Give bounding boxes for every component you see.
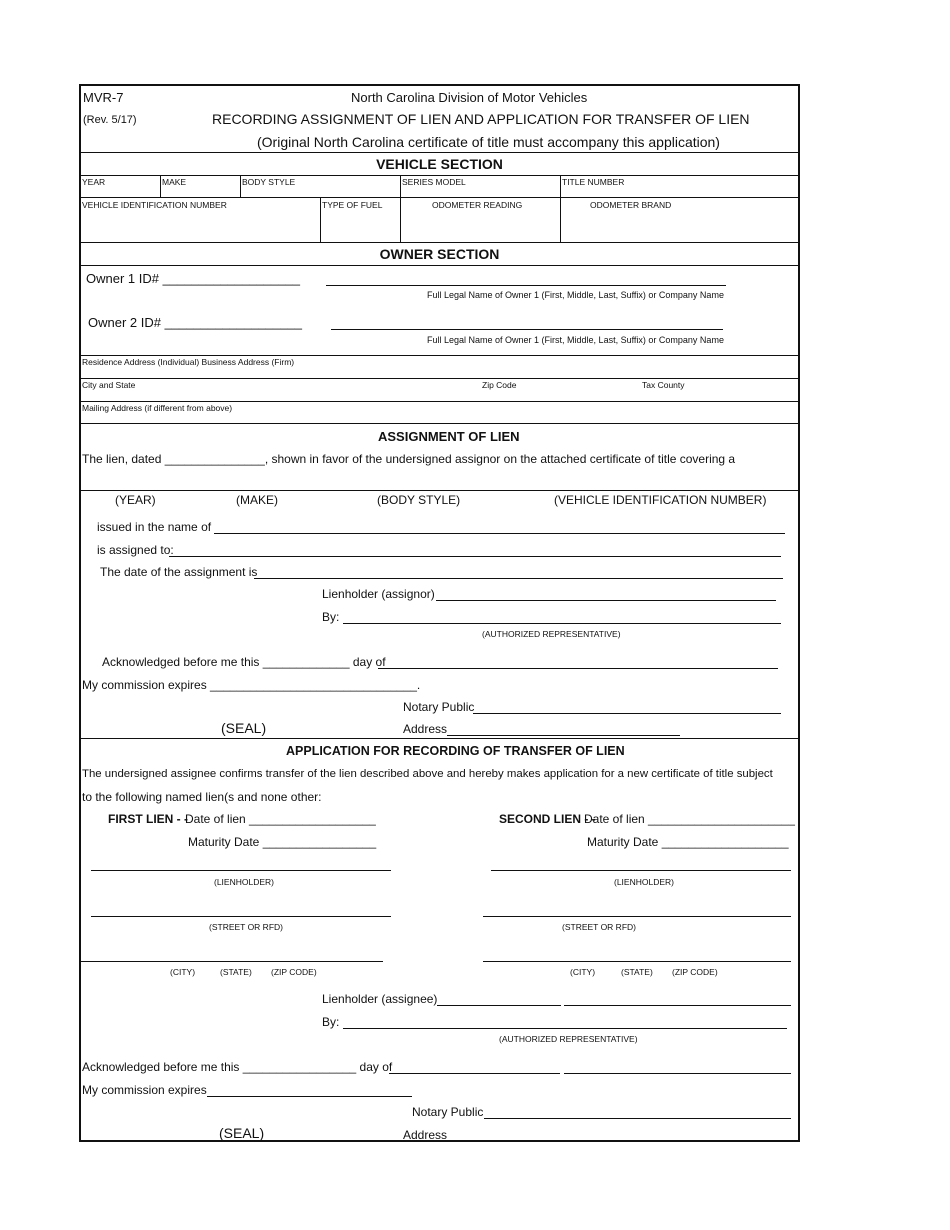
application-heading: APPLICATION FOR RECORDING OF TRANSFER OF LIEN xyxy=(286,744,625,758)
by-label: By: xyxy=(322,610,340,624)
mvr7-form xyxy=(79,84,800,1142)
assignee-ack-month-field[interactable] xyxy=(564,1073,791,1074)
owner2-name-field[interactable] xyxy=(331,329,723,330)
owner1-caption: Full Legal Name of Owner 1 (First, Middle, Last, Suffix) or Company Name xyxy=(427,290,724,300)
first-lienholder-caption: (LIENHOLDER) xyxy=(214,877,274,887)
first-lien-date-field[interactable]: Date of lien ___________________ xyxy=(185,812,376,826)
first-city-caption: (CITY) xyxy=(170,967,196,977)
second-lien-date-field[interactable]: Date of lien ______________________ xyxy=(584,812,795,826)
assignee-notary-field[interactable] xyxy=(484,1118,791,1119)
assignment-date-field[interactable] xyxy=(254,578,783,579)
second-state-caption: (STATE) xyxy=(621,967,653,977)
mailing-address-field[interactable]: Mailing Address (if different from above) xyxy=(82,403,233,413)
odometer-reading-field[interactable]: ODOMETER READING xyxy=(432,200,523,210)
first-state-caption: (STATE) xyxy=(220,967,252,977)
assignee-notary-label: Notary Public xyxy=(412,1105,484,1119)
lienholder-assignee-field[interactable] xyxy=(437,1005,561,1006)
agency-name: North Carolina Division of Motor Vehicles xyxy=(351,90,588,105)
assignee-by-field[interactable] xyxy=(343,1028,787,1029)
first-lien-label: FIRST LIEN - - xyxy=(108,812,188,826)
year-label: (YEAR) xyxy=(115,493,156,507)
city-state-field[interactable]: City and State xyxy=(82,380,136,390)
second-city-caption: (CITY) xyxy=(570,967,596,977)
second-zip-caption: (ZIP CODE) xyxy=(672,967,718,977)
assignee-by-label: By: xyxy=(322,1015,340,1029)
second-lien-label: SECOND LIEN - - xyxy=(499,812,596,826)
second-street-caption: (STREET OR RFD) xyxy=(562,922,636,932)
revision: (Rev. 5/17) xyxy=(83,114,137,126)
second-lienholder-caption: (LIENHOLDER) xyxy=(614,877,674,887)
assignee-seal-label: (SEAL) xyxy=(219,1125,265,1141)
notary-address-field[interactable] xyxy=(447,735,680,736)
issued-name-field[interactable] xyxy=(214,533,785,534)
auth-rep-caption: (AUTHORIZED REPRESENTATIVE) xyxy=(482,629,621,639)
assignee-commission-label: My commission expires xyxy=(82,1083,207,1097)
assignment-date-label: The date of the assignment is xyxy=(100,565,258,579)
by-field[interactable] xyxy=(343,623,781,624)
residence-address-field[interactable]: Residence Address (Individual) Business Address (Firm) xyxy=(82,357,295,367)
form-subtitle: (Original North Carolina certificate of title must accompany this application) xyxy=(257,134,720,150)
notary-public-field[interactable] xyxy=(473,713,781,714)
assignee-acknowledged-label: Acknowledged before me this _________________ day of xyxy=(82,1060,393,1074)
acknowledged-label: Acknowledged before me this _____________ day of xyxy=(102,655,386,669)
owner2-id-field[interactable]: Owner 2 ID# ___________________ xyxy=(88,315,302,330)
vehicle-section-heading: VEHICLE SECTION xyxy=(376,156,503,172)
second-city-field[interactable] xyxy=(483,961,791,962)
first-street-caption: (STREET OR RFD) xyxy=(209,922,283,932)
notary-public-label: Notary Public xyxy=(403,700,475,714)
assignee-address-field[interactable] xyxy=(448,1141,781,1142)
first-lienholder-field[interactable] xyxy=(91,870,391,871)
assignee-address-label: Address xyxy=(403,1128,448,1142)
form-title: RECORDING ASSIGNMENT OF LIEN AND APPLICATION FOR TRANSFER OF LIEN xyxy=(212,111,750,127)
lienholder-assignee-label: Lienholder (assignee) xyxy=(322,992,438,1006)
assigned-to-label: is assigned to: xyxy=(97,543,174,557)
form-number: MVR-7 xyxy=(83,90,124,105)
owner1-name-field[interactable] xyxy=(326,285,726,286)
owner2-caption: Full Legal Name of Owner 1 (First, Middle, Last, Suffix) or Company Name xyxy=(427,335,724,345)
fuel-type-field[interactable]: TYPE OF FUEL xyxy=(322,200,383,210)
second-lienholder-field[interactable] xyxy=(491,870,791,871)
title-number-field[interactable]: TITLE NUMBER xyxy=(562,177,625,187)
make-label: (MAKE) xyxy=(236,493,278,507)
assigned-to-field[interactable] xyxy=(169,556,781,557)
second-street-field[interactable] xyxy=(483,916,791,917)
assignee-auth-rep-caption: (AUTHORIZED REPRESENTATIVE) xyxy=(499,1034,638,1044)
acknowledged-date-field[interactable] xyxy=(378,668,778,669)
assignment-heading: ASSIGNMENT OF LIEN xyxy=(378,429,520,444)
body-style-label: (BODY STYLE) xyxy=(377,493,461,507)
vin-label: (VEHICLE IDENTIFICATION NUMBER) xyxy=(554,493,767,507)
odometer-brand-field[interactable]: ODOMETER BRAND xyxy=(590,200,672,210)
lien-dated-text: The lien, dated _______________, shown in favor of the undersigned assignor on the attached certificate of title covering a xyxy=(82,452,736,466)
commission-expires-field[interactable]: My commission expires _______________________________. xyxy=(82,678,421,692)
first-city-field[interactable] xyxy=(81,961,383,962)
assignee-ack-day-field[interactable] xyxy=(389,1073,560,1074)
issued-name-label: issued in the name of xyxy=(97,520,212,534)
make-field[interactable]: MAKE xyxy=(162,177,187,187)
address-label: Address xyxy=(403,722,448,736)
body-style-field[interactable]: BODY STYLE xyxy=(242,177,296,187)
first-street-field[interactable] xyxy=(91,916,391,917)
first-maturity-field[interactable]: Maturity Date _________________ xyxy=(188,835,377,849)
owner1-id-field[interactable]: Owner 1 ID# ___________________ xyxy=(86,271,300,286)
application-para2: to the following named lien(s and none other: xyxy=(82,790,322,804)
application-para1: The undersigned assignee confirms transfer of the lien described above and hereby makes application for a new certificate of title subject xyxy=(82,768,773,780)
vin-field[interactable]: VEHICLE IDENTIFICATION NUMBER xyxy=(82,200,227,210)
lienholder-assignor-label: Lienholder (assignor) xyxy=(322,587,435,601)
tax-county-field[interactable]: Tax County xyxy=(642,380,685,390)
lienholder-assignor-field[interactable] xyxy=(436,600,776,601)
second-maturity-field[interactable]: Maturity Date ___________________ xyxy=(587,835,789,849)
zip-code-field[interactable]: Zip Code xyxy=(482,380,517,390)
seal-label: (SEAL) xyxy=(221,720,267,736)
owner-section-heading: OWNER SECTION xyxy=(379,246,500,262)
assignee-commission-field[interactable] xyxy=(207,1096,412,1097)
series-model-field[interactable]: SERIES MODEL xyxy=(402,177,466,187)
lienholder-assignee-field-2[interactable] xyxy=(564,1005,791,1006)
year-field[interactable]: YEAR xyxy=(82,177,106,187)
first-zip-caption: (ZIP CODE) xyxy=(271,967,317,977)
